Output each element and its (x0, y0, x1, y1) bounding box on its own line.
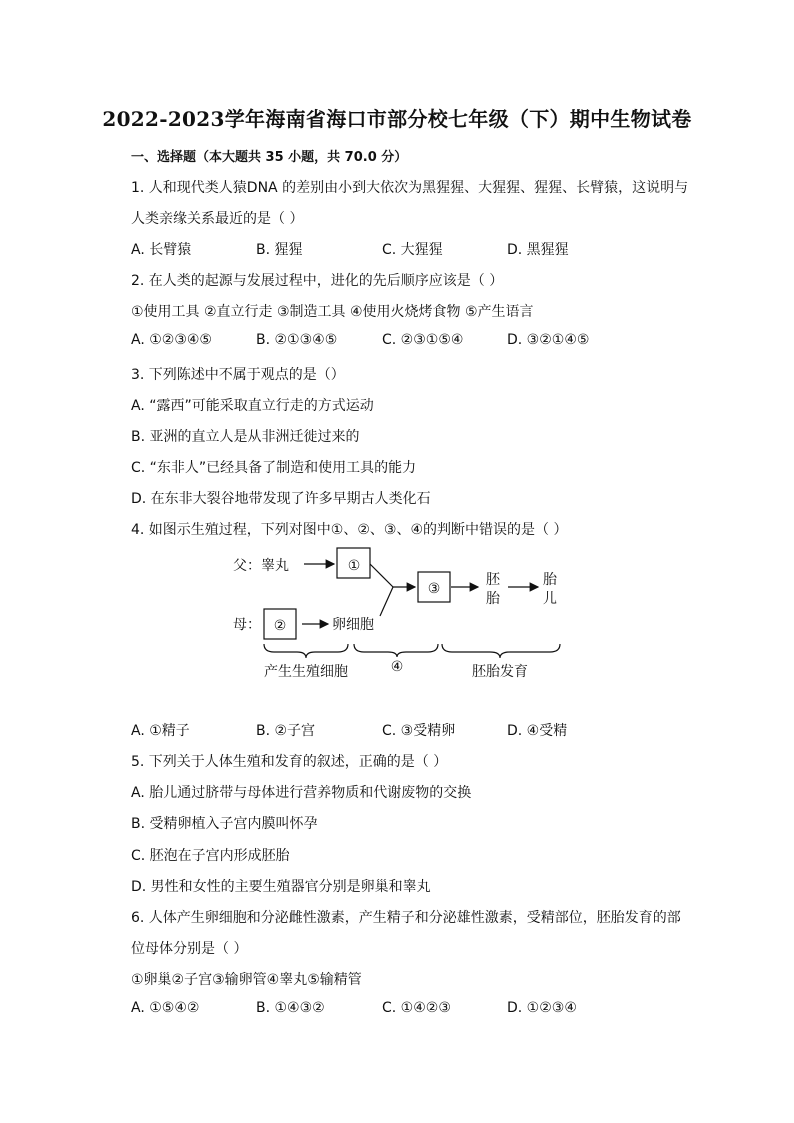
q6-option-d: D. ①②③④ (507, 1000, 577, 1016)
q4-option-c: C. ③受精卵 (382, 723, 456, 739)
q3-stem: 3. 下列陈述中不属于观点的是（） (131, 367, 345, 383)
diagram-stage1-label: 产生生殖细胞 (264, 664, 348, 680)
diagram-mother-label: 母： (233, 617, 261, 633)
q6-stem-line1: 6. 人体产生卵细胞和分泌雌性激素，产生精子和分泌雄性激素，受精部位，胚胎发育的部 (131, 910, 681, 926)
q4-option-d: D. ④受精 (507, 723, 568, 739)
q2-option-d: D. ③②①④⑤ (507, 332, 590, 348)
q1-stem-line1: 1. 人和现代类人猿DNA 的差别由小到大依次为黑猩猩、大猩猩、猩猩、长臂猿，这说明与 (131, 180, 689, 196)
diagram-box3-label: ③ (427, 581, 441, 597)
diagram-brace-stage1 (264, 644, 348, 658)
q1-option-b: B. 猩猩 (256, 242, 303, 258)
q5-option-b: B. 受精卵植入子宫内膜叫怀孕 (131, 816, 318, 832)
section-heading: 一、选择题（本大题共 35 小题，共 70.0 分） (131, 150, 408, 165)
q6-option-c: C. ①④②③ (382, 1000, 451, 1016)
q4-option-b: B. ②子宫 (256, 723, 316, 739)
q2-option-b: B. ②①③④⑤ (256, 332, 338, 348)
q1-option-c: C. 大猩猩 (382, 242, 443, 258)
q5-option-c: C. 胚泡在子宫内形成胚胎 (131, 848, 290, 864)
diagram-merge-lines (370, 564, 393, 616)
reproduction-diagram (220, 540, 580, 685)
diagram-embryo-char1: 胚 (486, 572, 500, 588)
diagram-egg-label: 卵细胞 (332, 617, 374, 633)
diagram-father-label: 父：睾丸 (233, 558, 289, 574)
q3-option-a: A. “露西”可能采取直立行走的方式运动 (131, 398, 374, 414)
q1-stem-line2: 人类亲缘关系最近的是（ ） (131, 211, 304, 227)
q3-option-b: B. 亚洲的直立人是从非洲迁徙过来的 (131, 429, 360, 445)
q2-items: ①使用工具 ②直立行走 ③制造工具 ④使用火烧烤食物 ⑤产生语言 (131, 304, 534, 320)
q1-option-a: A. 长臂猿 (131, 242, 192, 258)
q3-option-c: C. “东非人”已经具备了制造和使用工具的能力 (131, 460, 417, 476)
q2-option-c: C. ②③①⑤④ (382, 332, 464, 348)
diagram-box2-label: ② (273, 618, 287, 634)
q6-items: ①卵巢②子宫③输卵管④睾丸⑤输精管 (131, 972, 362, 988)
page-title: 2022-2023学年海南省海口市部分校七年级（下）期中生物试卷 (102, 107, 692, 131)
q4-option-a: A. ①精子 (131, 723, 190, 739)
q6-stem-line2: 位母体分别是（ ） (131, 941, 248, 957)
q4-stem: 4. 如图示生殖过程，下列对图中①、②、③、④的判断中错误的是（ ） (131, 522, 568, 538)
q1-option-d: D. 黑猩猩 (507, 242, 569, 258)
diagram-brace-stage2 (354, 644, 438, 657)
q5-option-a: A. 胎儿通过脐带与母体进行营养物质和代谢废物的交换 (131, 785, 472, 801)
q2-option-a: A. ①②③④⑤ (131, 332, 212, 348)
q3-option-d: D. 在东非大裂谷地带发现了许多早期古人类化石 (131, 491, 431, 507)
q2-stem: 2. 在人类的起源与发展过程中，进化的先后顺序应该是（ ） (131, 273, 504, 289)
diagram-box1-label: ① (347, 558, 361, 574)
q5-option-d: D. 男性和女性的主要生殖器官分别是卵巢和睾丸 (131, 879, 431, 895)
diagram-fetus-char1: 胎 (543, 572, 557, 588)
diagram-stage3-label: 胚胎发育 (472, 664, 528, 680)
q6-option-a: A. ①⑤④② (131, 1000, 200, 1016)
q6-option-b: B. ①④③② (256, 1000, 325, 1016)
diagram-stage2-label: ④ (390, 659, 404, 675)
q5-stem: 5. 下列关于人体生殖和发育的叙述，正确的是（ ） (131, 754, 448, 770)
diagram-embryo-char2: 胎 (486, 591, 500, 607)
diagram-brace-stage3 (442, 644, 560, 658)
diagram-fetus-char2: 儿 (543, 591, 557, 607)
